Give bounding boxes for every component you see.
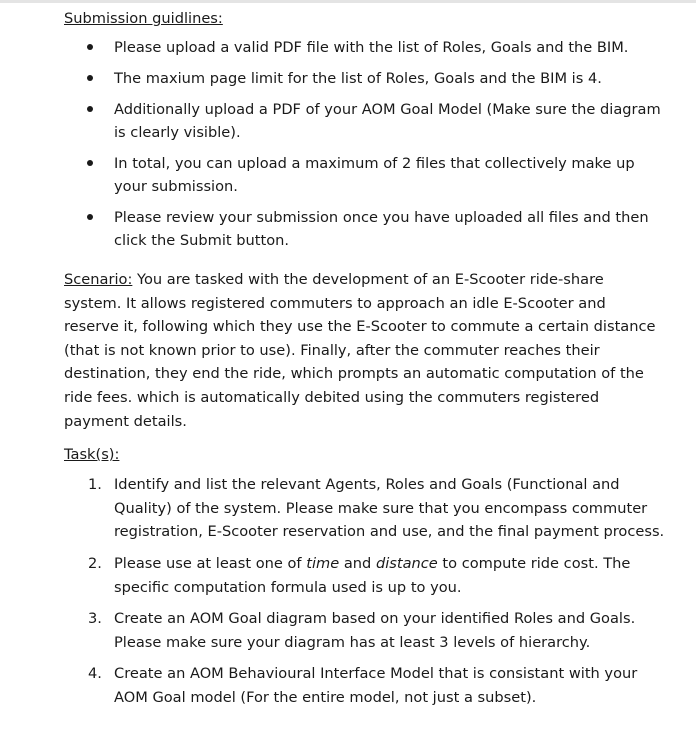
scenario-label: Scenario: (64, 271, 133, 288)
task-number: 1. (88, 476, 102, 494)
list-item (64, 552, 670, 599)
list-item (64, 662, 670, 709)
bullet-icon (87, 44, 93, 50)
list-item (64, 473, 670, 544)
task-number: 3. (88, 610, 102, 628)
task-text-part: and (339, 554, 376, 572)
tasks-heading: Task(s): (64, 446, 120, 464)
task-text-part: to compute ride cost. The specific computation formula used is up to you. (114, 554, 631, 596)
list-item (64, 152, 670, 198)
top-divider (0, 0, 696, 3)
guideline-text: Please upload a valid PDF file with the list of Roles, Goals and the BIM. (114, 39, 629, 56)
list-item (64, 36, 670, 59)
guideline-text: The maxium page limit for the list of Roles, Goals and the BIM is 4. (114, 70, 602, 87)
bullet-icon (87, 214, 93, 220)
assignment-document (64, 8, 670, 718)
bullet-icon (87, 75, 93, 81)
task-text: Create an AOM Goal diagram based on your identified Roles and Goals. Please make sure your diagram has at least 3 levels of hierarchy. (114, 610, 636, 651)
task-text (114, 555, 630, 596)
submission-heading: Submission guidlines: (64, 10, 223, 27)
task-emphasis-distance: distance (375, 554, 438, 572)
task-text: Create an AOM Behavioural Interface Model that is consistant with your AOM Goal model (For the entire model, not just a subset). (114, 665, 638, 706)
list-item (64, 206, 670, 252)
bullet-icon (87, 160, 93, 166)
task-number: 4. (88, 665, 102, 683)
task-emphasis-time: time (306, 554, 340, 572)
submission-guidelines-list (64, 36, 670, 252)
guideline-text: Additionally upload a PDF of your AOM Goal Model (Make sure the diagram is clearly visible). (114, 101, 661, 141)
guideline-text: Please review your submission once you have uploaded all files and then click the Submit button. (114, 209, 649, 249)
task-text-part: Please use at least one of (114, 554, 307, 572)
scenario-text: You are tasked with the development of an E-Scooter ride-share system. It allows registered commuters to approach an idle E-Scooter and reserve it, following which they use the E-Scooter to commute a certain distance (that is not known prior to use). Finally, after the commuter reaches their destination, they end the ride, which prompts an automatic computation of the ride fees. which is automatically debited using the commuters registered payment details. (64, 271, 656, 430)
bullet-icon (87, 106, 93, 112)
scenario-paragraph (64, 268, 664, 433)
task-text: Identify and list the relevant Agents, Roles and Goals (Functional and Quality) of the system. Please make sure that you encompass commuter registration, E-Scooter reservation and use, and the final payment process. (114, 476, 665, 541)
list-item (64, 607, 670, 654)
guideline-text: In total, you can upload a maximum of 2 files that collectively make up your submission. (114, 155, 635, 195)
tasks-list (64, 473, 670, 709)
task-number: 2. (88, 554, 102, 572)
list-item (64, 67, 670, 90)
list-item (64, 98, 670, 144)
